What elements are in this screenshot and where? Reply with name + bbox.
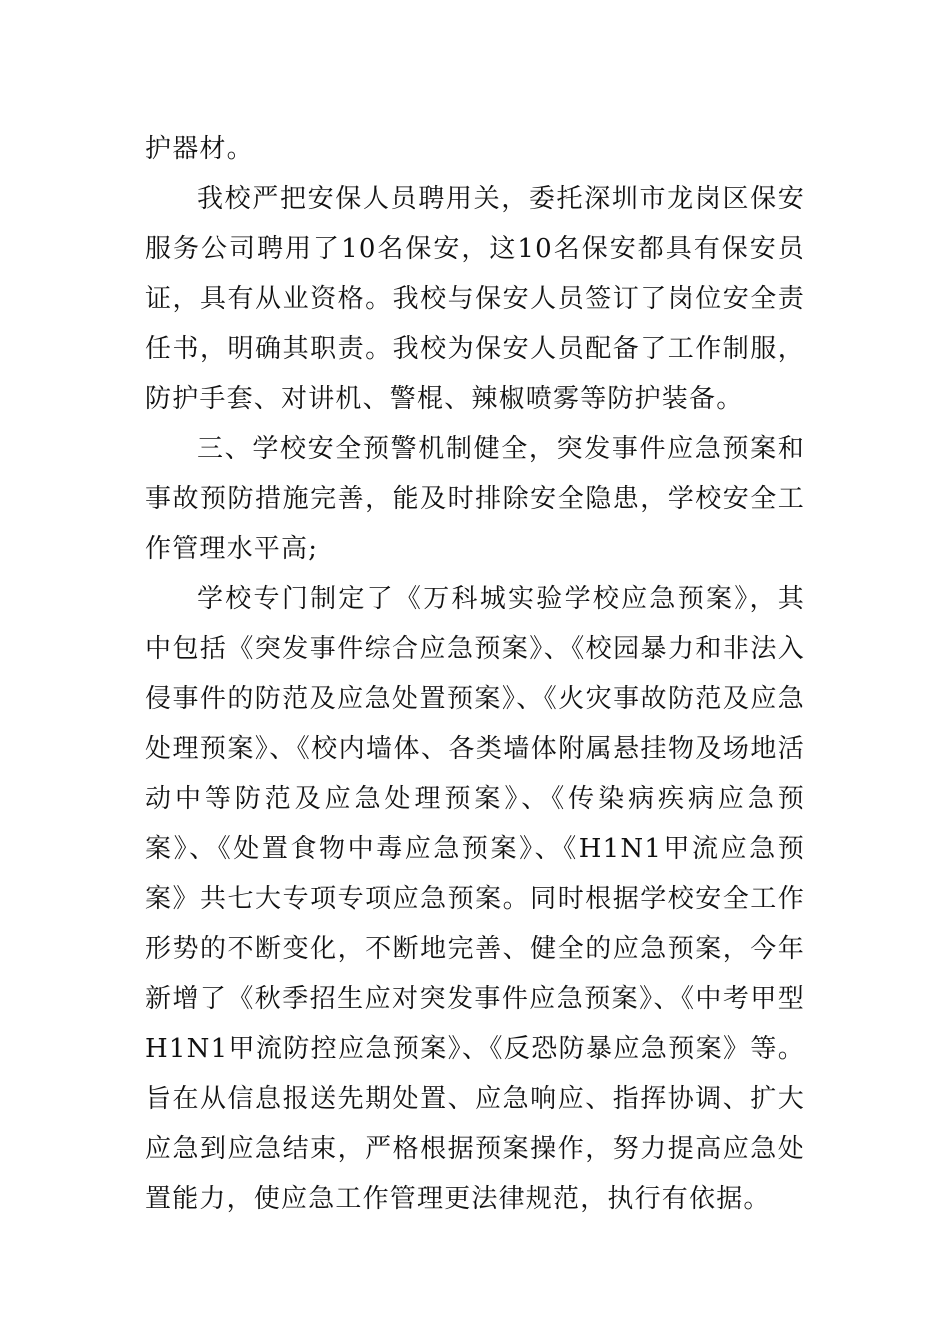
paragraph-section-three-heading: 三、学校安全预警机制健全，突发事件应急预案和事故预防措施完善，能及时排除安全隐患，学校安全工作管理水平高; [145, 434, 805, 564]
paragraph-security-staff: 我校严把安保人员聘用关，委托深圳市龙岗区保安服务公司聘用了10名保安，这10名保安都具有保安员证，具有从业资格。我校与保安人员签订了岗位安全责任书，明确其职责。我校为保安人员配备了工作制服，防护手套、对讲机、警棍、辣椒喷雾等防护装备。 [145, 184, 805, 414]
document-body [145, 124, 805, 1224]
paragraph-continuation: 护器材。 [145, 134, 254, 164]
paragraph-emergency-plans: 学校专门制定了《万科城实验学校应急预案》，其中包括《突发事件综合应急预案》、《校园暴力和非法入侵事件的防范及应急处置预案》、《火灾事故防范及应急处理预案》、《校内墙体、各类墙体附属悬挂物及场地活动中等防范及应急处理预案》、《传染病疾病应急预案》、《处置食物中毒应急预案》、《H1N1甲流应急预案》共七大专项专项应急预案。同时根据学校安全工作形势的不断变化，不断地完善、健全的应急预案，今年新增了《秋季招生应对突发事件应急预案》、《中考甲型H1N1甲流防控应急预案》、《反恐防暴应急预案》等。旨在从信息报送先期处置、应急响应、指挥协调、扩大应急到应急结束，严格根据预案操作，努力提高应急处置能力，使应急工作管理更法律规范，执行有依据。 [145, 584, 805, 1214]
